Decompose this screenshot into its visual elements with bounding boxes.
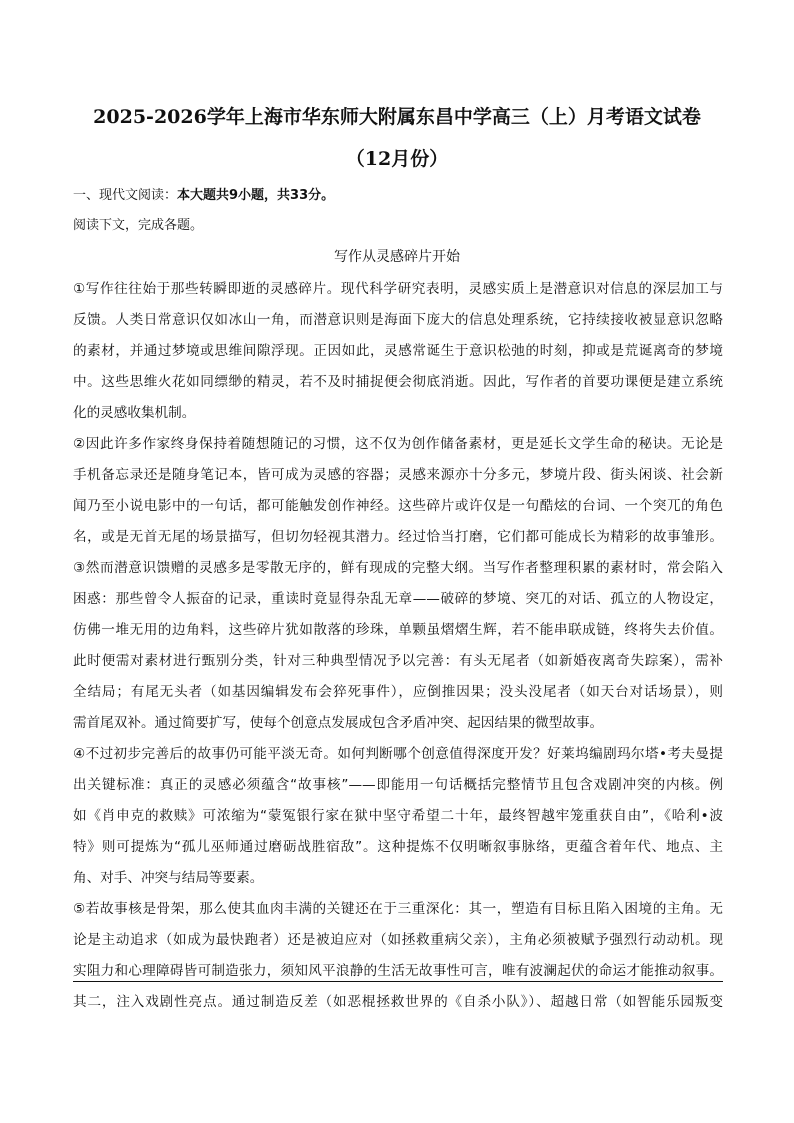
exam-title: 2025-2026学年上海市华东师大附属东昌中学高三（上）月考语文试卷	[93, 106, 701, 128]
paragraph-line: 的素材，并通过梦境或思维间隙浮现。正因如此，灵感常诞生于意识松弛的时刻，抑或是荒诞离奇的梦境	[73, 343, 723, 359]
paragraph-line: 如《肖申克的救赎》可浓缩为“蒙冤银行家在狱中坚守希望二十年，最终智越牢笼重获自由”，《哈利•波	[73, 808, 723, 824]
paragraph-line: ④不过初步完善后的故事仍可能平淡无奇。如何判断哪个创意值得深度开发？好莱坞编剧玛尔塔•考夫曼提	[73, 746, 723, 762]
paragraph-line: ①写作往往始于那些转瞬即逝的灵感碎片。现代科学研究表明，灵感实质上是潜意识对信息的深层加工与	[73, 281, 723, 297]
paragraph-line: 困惑：那些曾令人振奋的记录，重读时竟显得杂乱无章——破碎的梦境、突兀的对话、孤立的人物设定，	[73, 591, 723, 607]
paragraph-line: 特》则可提炼为“孤儿巫师通过磨砺战胜宿敌”。这种提炼不仅明晰叙事脉络，更蕴含着年代、地点、主	[73, 839, 723, 855]
paragraph-line: 名，或是无首无尾的场景描写，但切勿轻视其潜力。经过恰当打磨，它们都可能成长为精彩的故事雏形。	[73, 529, 723, 545]
paragraph-line: 中。这些思维火花如同缥缈的精灵，若不及时捕捉便会彻底消逝。因此，写作者的首要功课便是建立系统	[73, 374, 723, 390]
paragraph-line: 需首尾双补。通过简要扩写，使每个创意点发展成包含矛盾冲突、起因结果的微型故事。	[73, 715, 604, 731]
paragraph-line: ⑤若故事核是骨架，那么使其血肉丰满的关键还在于三重深化：其一，塑造有目标且陷入困境的主角。无	[73, 901, 723, 917]
paragraph-line: 仿佛一堆无用的边角料，这些碎片犹如散落的珍珠，单颗虽熠熠生辉，若不能串联成链，终将失去价值。	[73, 622, 723, 638]
section-description: 本大题共9小题，共33分。	[177, 188, 335, 203]
reading-instruction: 阅读下文，完成各题。	[73, 218, 204, 233]
paragraph-line: ③然而潜意识馈赠的灵感多是零散无序的，鲜有现成的完整大纲。当写作者整理积累的素材时，常会陷入	[73, 560, 723, 576]
paragraph-line: 闻乃至小说电影中的一句话，都可能触发创作神经。这些碎片或许仅是一句酷炫的台词、一个突兀的角色	[73, 498, 723, 514]
paragraph-line: 论是主动追求（如成为最快跑者）还是被迫应对（如拯救重病父亲），主角必须被赋予强烈行动动机。现	[73, 932, 723, 948]
section-heading	[73, 187, 334, 205]
section-label: 一、现代文阅读：	[73, 188, 178, 203]
paragraph-line: ②因此许多作家终身保持着随想随记的习惯，这不仅为创作储备素材，更是延长文学生命的秘诀。无论是	[73, 436, 723, 452]
exam-subtitle: （12月份）	[345, 148, 449, 170]
paragraph-line: 反馈。人类日常意识仅如冰山一角，而潜意识则是海面下庞大的信息处理系统，它持续接收被显意识忽略	[73, 312, 723, 328]
paragraph-line: 角、对手、冲突与结局等要素。	[73, 870, 264, 886]
paragraph-line: 其二，注入戏剧性亮点。通过制造反差（如恶棍拯救世界的《自杀小队》）、超越日常（如智能乐园叛变	[73, 994, 723, 1010]
paragraph-line: 手机备忘录还是随身笔记本，皆可成为灵感的容器；灵感来源亦十分多元，梦境片段、街头闲谈、社会新	[73, 467, 723, 483]
paragraph-line-underlined: 实阻力和心理障碍皆可制造张力，须知风平浪静的生活无故事性可言，唯有波澜起伏的命运才能推动叙事。	[73, 961, 723, 982]
article-title: 写作从灵感碎片开始	[334, 249, 460, 265]
paragraph-line: 全结局；有尾无头者（如基因编辑发布会猝死事件），应倒推因果；没头没尾者（如天台对话场景），则	[73, 684, 723, 700]
paragraph-line: 此时便需对素材进行甄别分类，针对三种典型情况予以完善：有头无尾者（如新婚夜离奇失踪案），需补	[73, 653, 723, 669]
paragraph-line: 出关键标准：真正的灵感必须蕴含“故事核”——即能用一句话概括完整情节且包含戏剧冲突的内核。例	[73, 777, 723, 793]
paragraph-line: 化的灵感收集机制。	[73, 405, 196, 421]
